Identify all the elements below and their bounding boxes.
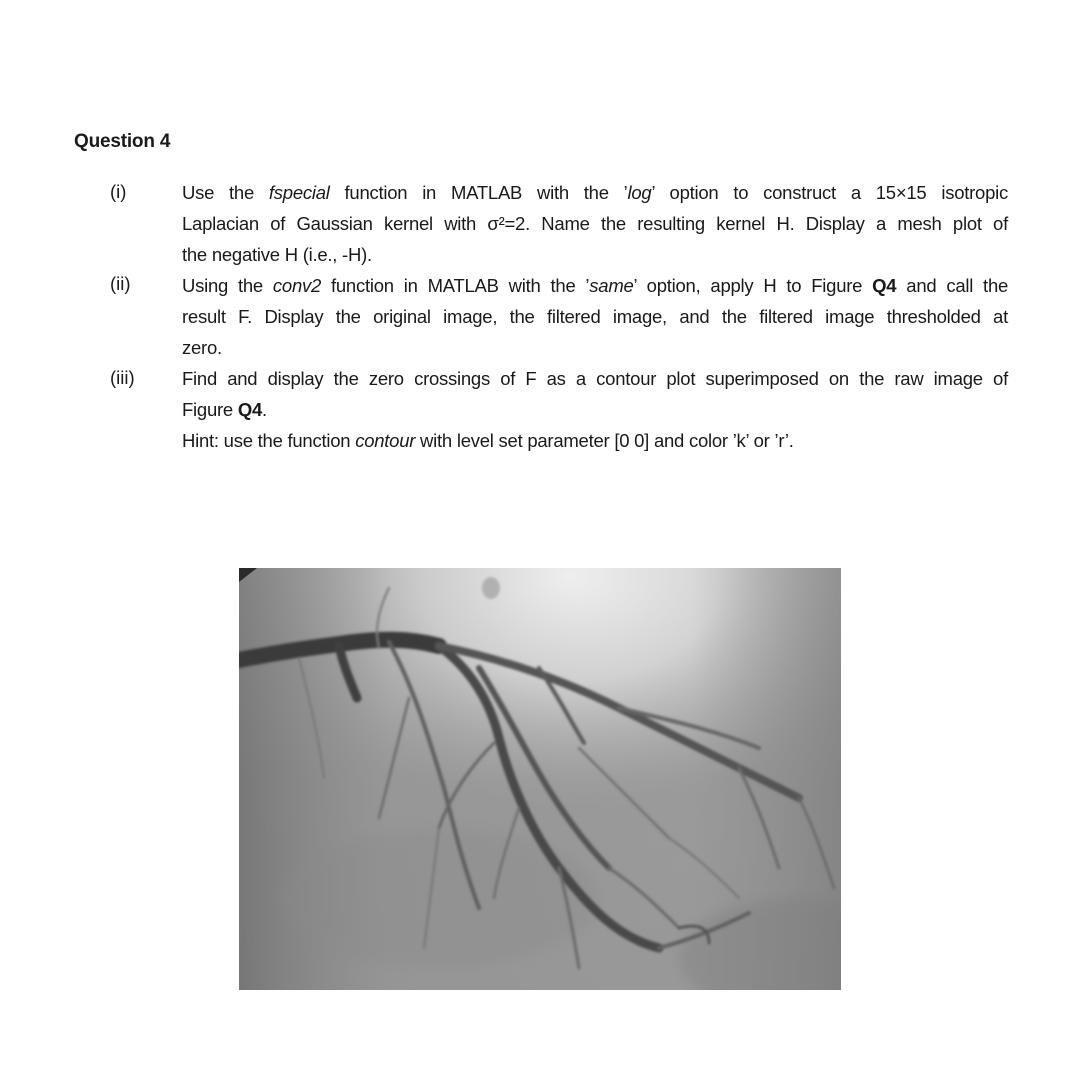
angiogram-figure bbox=[239, 568, 841, 990]
text-segment: Find and display the zero crossings of F as a contour plot superimposed on the raw image of bbox=[182, 368, 1008, 389]
text-segment: the negative H (i.e., -H). bbox=[182, 244, 372, 265]
text-segment: contour bbox=[355, 430, 416, 451]
text-segment: same bbox=[589, 275, 634, 296]
text-segment: and call the bbox=[896, 275, 1009, 296]
text-line bbox=[182, 394, 1008, 425]
text-segment: fspecial bbox=[268, 182, 330, 203]
text-line bbox=[182, 239, 1008, 270]
text-segment: function in MATLAB with the ’ bbox=[329, 182, 628, 203]
text-line bbox=[182, 301, 1008, 332]
item-number: (i) bbox=[110, 181, 127, 202]
text-segment: Laplacian of Gaussian kernel with σ²=2. Name the resulting kernel H. Display a mesh plot of bbox=[182, 213, 1008, 234]
text-segment: result F. Display the original image, the filtered image, and the filtered image thresholded at bbox=[182, 306, 1008, 327]
item-text bbox=[182, 363, 1008, 456]
text-segment: zero. bbox=[182, 337, 222, 358]
text-line bbox=[182, 177, 1008, 208]
text-segment: Use the bbox=[182, 182, 269, 203]
text-segment: function in MATLAB with the ’ bbox=[321, 275, 590, 296]
text-line bbox=[182, 332, 1008, 363]
question-heading: Question 4 bbox=[74, 131, 171, 152]
text-segment: Hint: use the function bbox=[182, 430, 356, 451]
text-segment: Q4 bbox=[872, 275, 897, 296]
item-text bbox=[182, 177, 1008, 270]
text-line bbox=[182, 208, 1008, 239]
item-text bbox=[182, 270, 1008, 363]
text-segment: log bbox=[627, 182, 652, 203]
text-segment: ’ option to construct a 15×15 isotropic bbox=[651, 182, 1008, 203]
text-line bbox=[182, 425, 1008, 456]
text-line bbox=[182, 270, 1008, 301]
text-segment: Figure bbox=[182, 399, 238, 420]
text-segment: conv2 bbox=[272, 275, 322, 296]
item-number: (ii) bbox=[110, 273, 131, 294]
text-segment: Using the bbox=[182, 275, 273, 296]
text-segment: . bbox=[262, 399, 267, 420]
item-number: (iii) bbox=[110, 367, 135, 388]
text-line bbox=[182, 363, 1008, 394]
text-segment: with level set parameter [0 0] and color ’k’ or ’r’. bbox=[415, 430, 794, 451]
text-segment: ’ option, apply H to Figure bbox=[633, 275, 873, 296]
text-segment: Q4 bbox=[237, 399, 263, 420]
angiogram-image bbox=[239, 568, 841, 990]
